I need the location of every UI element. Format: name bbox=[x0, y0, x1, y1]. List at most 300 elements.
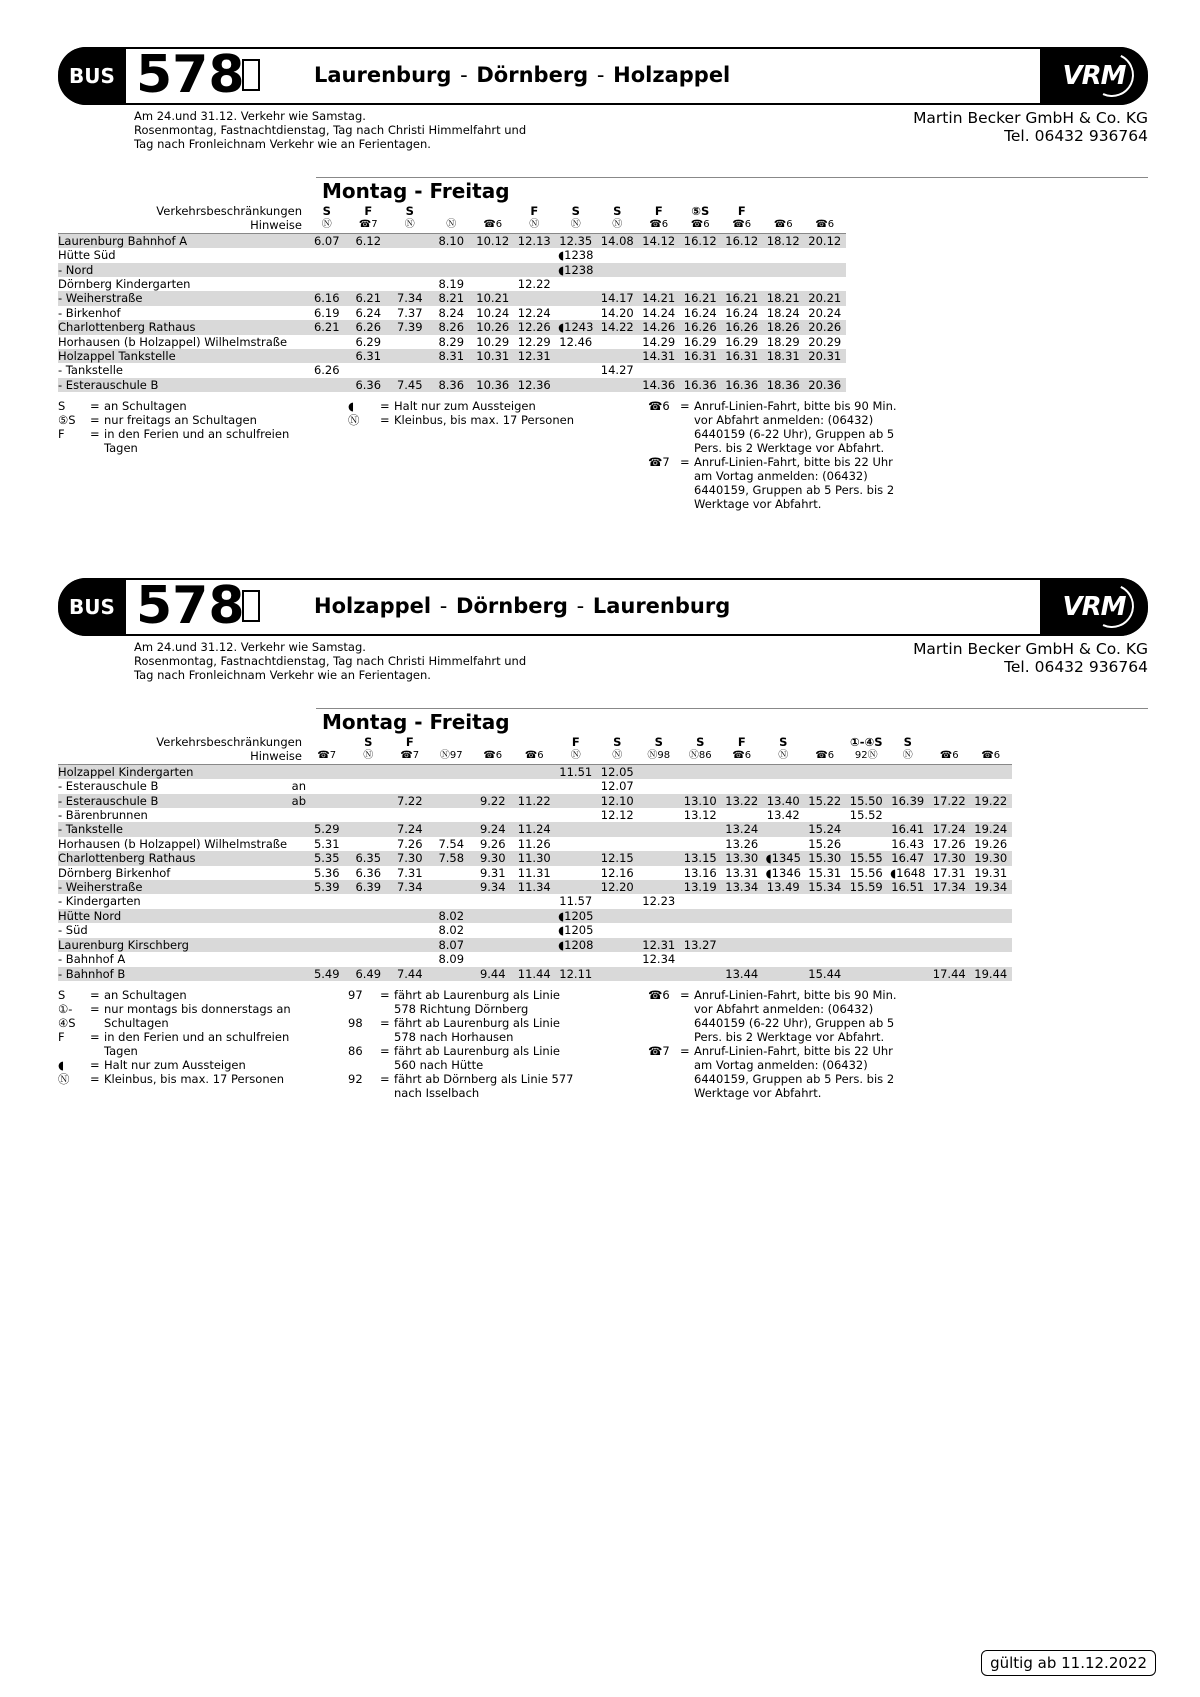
table-row bbox=[58, 938, 1012, 952]
departure-time bbox=[555, 866, 597, 880]
departure-time bbox=[348, 363, 390, 377]
arrival-departure bbox=[288, 866, 306, 880]
legend-symbol: ⑤S bbox=[58, 413, 76, 428]
restriction-cell: S bbox=[680, 735, 722, 749]
departure-time: 15.34 bbox=[804, 880, 846, 894]
legend-item bbox=[648, 988, 908, 1044]
departure-time: 18.29 bbox=[766, 334, 800, 349]
stop-name: Laurenburg Kirschberg bbox=[58, 938, 288, 952]
table-row bbox=[58, 808, 1012, 822]
hint-cell: Ⓝ bbox=[887, 749, 929, 764]
day-title: Montag - Freitag bbox=[322, 179, 510, 203]
legend-symbol: 92 bbox=[348, 1071, 363, 1086]
legend-item bbox=[58, 1030, 293, 1058]
departure-time bbox=[431, 967, 473, 981]
departure-time: 7.37 bbox=[396, 305, 423, 320]
departure-time: 13.27 bbox=[680, 938, 722, 952]
departure-time bbox=[348, 822, 390, 836]
table-row bbox=[58, 335, 846, 349]
departure-time bbox=[970, 764, 1012, 779]
arrival-departure bbox=[288, 822, 306, 836]
legend-text: Kleinbus, bis max. 17 Personen bbox=[394, 413, 574, 428]
departure-time: 16.31 bbox=[721, 349, 763, 363]
legend-item bbox=[348, 1016, 583, 1044]
departure-time bbox=[306, 808, 348, 822]
arrival-departure: ab bbox=[288, 794, 306, 808]
departure-time: 12.35 bbox=[555, 233, 597, 248]
restriction-cell: F bbox=[638, 204, 680, 218]
departure-time bbox=[638, 779, 680, 793]
departure-time: 16.24 bbox=[683, 305, 717, 320]
departure-time: 16.51 bbox=[887, 880, 929, 894]
departure-time bbox=[804, 779, 846, 793]
legend-equals: = bbox=[680, 399, 690, 414]
departure-time: 10.29 bbox=[476, 334, 510, 349]
departure-time: 7.26 bbox=[396, 836, 423, 851]
restriction-cell: F bbox=[721, 204, 763, 218]
departure-time bbox=[472, 923, 514, 937]
legend-item bbox=[348, 1072, 583, 1100]
departure-time bbox=[929, 909, 971, 923]
legend-equals: = bbox=[680, 987, 690, 1002]
restriction-cell bbox=[306, 735, 348, 749]
departure-time: 11.51 bbox=[555, 764, 597, 779]
departure-time: ◖1243 bbox=[555, 320, 597, 334]
departure-time: 7.34 bbox=[389, 880, 431, 894]
legend-legend_mid bbox=[348, 988, 583, 1100]
restriction-cell bbox=[804, 735, 846, 749]
departure-time: 15.26 bbox=[808, 836, 842, 851]
arrival-departure bbox=[288, 894, 306, 908]
departure-time bbox=[846, 779, 888, 793]
departure-time: 14.31 bbox=[638, 349, 680, 363]
table-row bbox=[58, 306, 846, 320]
departure-time: 7.44 bbox=[389, 967, 431, 981]
departure-time: 5.35 bbox=[306, 851, 348, 865]
note-line: Rosenmontag, Fastnachtdienstag, Tag nach Christi Himmelfahrt und bbox=[134, 654, 527, 668]
departure-time bbox=[597, 349, 639, 363]
departure-time bbox=[887, 967, 929, 981]
departure-time: 19.24 bbox=[970, 822, 1012, 836]
departure-time: 19.22 bbox=[970, 794, 1012, 808]
restriction-cell: S bbox=[638, 735, 680, 749]
table-row bbox=[58, 866, 1012, 880]
departure-time bbox=[680, 822, 722, 836]
hint-cell: ☎7 bbox=[306, 749, 348, 764]
departure-time bbox=[721, 938, 763, 952]
departure-time bbox=[763, 363, 805, 377]
departure-time bbox=[472, 808, 514, 822]
departure-time bbox=[472, 248, 514, 262]
stop-name: Holzappel Tankstelle bbox=[58, 349, 288, 363]
departure-time: 7.39 bbox=[389, 320, 431, 334]
legend-equals: = bbox=[90, 399, 100, 414]
departure-time: 12.12 bbox=[600, 808, 634, 823]
hint-cell: ☎6 bbox=[472, 218, 514, 233]
departure-time bbox=[555, 822, 597, 836]
departure-time bbox=[721, 263, 763, 277]
restrictions-row bbox=[58, 735, 1012, 749]
departure-time: 5.49 bbox=[306, 967, 348, 981]
arrival-departure bbox=[288, 952, 306, 966]
legend-equals: = bbox=[90, 427, 100, 442]
departure-time bbox=[680, 277, 722, 291]
table-row bbox=[58, 764, 1012, 779]
departure-time: 8.26 bbox=[431, 320, 473, 334]
departure-time bbox=[846, 837, 888, 851]
stop-name: - Bahnhof B bbox=[58, 967, 288, 981]
departure-time bbox=[555, 363, 597, 377]
departure-time bbox=[306, 349, 348, 363]
departure-time bbox=[555, 851, 597, 865]
departure-time: 12.24 bbox=[517, 305, 551, 320]
departure-time bbox=[597, 837, 639, 851]
departure-time bbox=[804, 909, 846, 923]
stop-name: Hütte Süd bbox=[58, 248, 116, 263]
departure-time: ◖1205 bbox=[558, 923, 594, 938]
departure-time bbox=[597, 894, 639, 908]
hint-cell: Ⓝ bbox=[555, 749, 597, 764]
departure-time: 6.31 bbox=[348, 349, 390, 363]
note-line: Tag nach Fronleichnam Verkehr wie an Ferientagen. bbox=[134, 668, 431, 682]
departure-time: 16.29 bbox=[683, 334, 717, 349]
departure-time: 5.39 bbox=[306, 880, 348, 894]
logo-swoosh-icon bbox=[1084, 47, 1140, 103]
legend-text: Anruf-Linien-Fahrt, bitte bis 22 Uhr am Vortag anmelden: (06432) 6440159, Gruppen ab 5 Pers. bis 2 Werktage vor Abfahrt. bbox=[694, 455, 895, 512]
departure-time: 7.30 bbox=[389, 851, 431, 865]
hint-cell: ☎6 bbox=[721, 749, 763, 764]
table-row bbox=[58, 894, 1012, 908]
departure-time bbox=[348, 894, 390, 908]
timetable-header bbox=[58, 578, 1148, 634]
legend-text: fährt ab Laurenburg als Linie 560 nach Hütte bbox=[394, 1043, 560, 1072]
departure-time bbox=[514, 894, 556, 908]
table-row bbox=[58, 822, 1012, 836]
legend-symbol: ☎6 bbox=[648, 987, 670, 1002]
departure-time: 5.29 bbox=[306, 822, 348, 836]
legend-text: fährt ab Laurenburg als Linie 578 nach Horhausen bbox=[394, 1015, 560, 1044]
departure-time: 15.31 bbox=[808, 865, 842, 880]
restriction-cell: S bbox=[763, 735, 805, 749]
departure-time bbox=[389, 764, 431, 779]
departure-time bbox=[472, 263, 514, 277]
table-row bbox=[58, 851, 1012, 865]
route-separator: - bbox=[590, 63, 612, 87]
departure-time bbox=[514, 248, 556, 262]
hint-cell: ☎6 bbox=[804, 749, 846, 764]
departure-time: 9.24 bbox=[472, 822, 514, 836]
arrival-departure bbox=[288, 808, 306, 822]
departure-time: ◖1345 bbox=[763, 851, 805, 865]
hint-cell: 92Ⓝ bbox=[846, 749, 888, 764]
departure-time: 11.31 bbox=[517, 865, 551, 880]
departure-time: 14.20 bbox=[600, 305, 634, 320]
departure-time: 7.31 bbox=[396, 865, 423, 880]
restriction-cell bbox=[970, 735, 1012, 749]
departure-time bbox=[348, 248, 390, 262]
departure-time: 13.49 bbox=[763, 880, 805, 894]
departure-time: 15.22 bbox=[804, 794, 846, 808]
departure-time: 16.29 bbox=[725, 334, 759, 349]
restriction-cell bbox=[804, 204, 846, 218]
departure-time: 17.30 bbox=[929, 851, 971, 865]
departure-time: 13.26 bbox=[725, 836, 759, 851]
legend-text: in den Ferien und an schulfreien Tagen bbox=[104, 1029, 290, 1058]
stop-name: Charlottenberg Rathaus bbox=[58, 320, 288, 334]
stop-name: Horhausen (b Holzappel) Wilhelmstraße bbox=[58, 836, 288, 851]
table-row bbox=[58, 248, 846, 262]
departure-time bbox=[389, 938, 431, 952]
departure-time bbox=[597, 909, 639, 923]
bus-badge: BUS bbox=[58, 47, 126, 105]
legend-equals: = bbox=[380, 1043, 390, 1058]
restriction-cell: F bbox=[721, 735, 763, 749]
table-row bbox=[58, 837, 1012, 851]
departure-time bbox=[846, 822, 888, 836]
legend-item bbox=[58, 1002, 293, 1030]
departure-time bbox=[887, 909, 929, 923]
departure-time bbox=[638, 909, 680, 923]
departure-time bbox=[721, 808, 763, 822]
departure-time bbox=[846, 764, 888, 779]
departure-time bbox=[472, 909, 514, 923]
operator-info bbox=[913, 640, 1148, 676]
line-number: 578 bbox=[136, 576, 245, 636]
departure-time: 11.26 bbox=[517, 836, 551, 851]
departure-time: 8.29 bbox=[438, 334, 465, 349]
legend-equals: = bbox=[380, 987, 390, 1002]
hints-row bbox=[58, 749, 1012, 764]
timetable-header bbox=[58, 47, 1148, 103]
departure-time bbox=[306, 779, 348, 793]
hint-cell: ☎6 bbox=[514, 749, 556, 764]
departure-time bbox=[638, 837, 680, 851]
legend-item bbox=[648, 1044, 908, 1100]
legend-item bbox=[58, 988, 293, 1002]
departure-time: 12.31 bbox=[514, 349, 556, 363]
stop-name: - Esterauschule B bbox=[58, 794, 288, 808]
route-stop: Holzappel bbox=[613, 63, 731, 87]
departure-time: 8.36 bbox=[431, 378, 473, 392]
departure-time: 6.39 bbox=[348, 880, 390, 894]
departure-time bbox=[514, 764, 556, 779]
hint-cell: Ⓝ86 bbox=[680, 749, 722, 764]
departure-time bbox=[472, 764, 514, 779]
departure-time bbox=[306, 378, 348, 392]
day-divider bbox=[316, 708, 1148, 709]
departure-time: 7.45 bbox=[389, 378, 431, 392]
departure-time: 13.22 bbox=[721, 794, 763, 808]
departure-time bbox=[721, 894, 763, 908]
departure-time: 13.30 bbox=[721, 851, 763, 865]
restriction-cell bbox=[472, 204, 514, 218]
departure-time: 10.21 bbox=[472, 291, 514, 305]
departure-time: 19.44 bbox=[970, 967, 1012, 981]
departure-time bbox=[680, 909, 722, 923]
departure-time bbox=[597, 277, 639, 291]
legend-equals: = bbox=[680, 455, 690, 470]
departure-time bbox=[887, 938, 929, 952]
departure-time bbox=[555, 794, 597, 808]
legend-text: nur montags bis donnerstags an Schultagen bbox=[104, 1001, 291, 1030]
hints-label: Hinweise bbox=[58, 749, 306, 764]
departure-time: 7.24 bbox=[389, 822, 431, 836]
departure-time bbox=[763, 837, 805, 851]
departure-time bbox=[306, 335, 348, 349]
operator-info bbox=[913, 109, 1148, 145]
legend-legend_left bbox=[58, 399, 293, 455]
departure-time bbox=[846, 909, 888, 923]
departure-time bbox=[389, 335, 431, 349]
departure-time bbox=[970, 808, 1012, 822]
departure-time: 12.22 bbox=[517, 277, 551, 292]
departure-time: 6.36 bbox=[355, 865, 382, 880]
departure-time bbox=[431, 894, 473, 908]
departure-time bbox=[514, 263, 556, 277]
departure-time bbox=[638, 794, 680, 808]
departure-time: 13.10 bbox=[680, 794, 722, 808]
table-row bbox=[58, 794, 1012, 808]
departure-time: 12.36 bbox=[514, 378, 556, 392]
stop-name: - Bärenbrunnen bbox=[58, 808, 148, 823]
departure-time: 16.31 bbox=[680, 349, 722, 363]
table-row bbox=[58, 952, 1012, 966]
departure-time bbox=[348, 923, 390, 937]
day-title: Montag - Freitag bbox=[322, 710, 510, 734]
table-row bbox=[58, 880, 1012, 894]
legend-equals: = bbox=[90, 1001, 100, 1016]
hint-cell: Ⓝ bbox=[763, 749, 805, 764]
legend-symbol: 86 bbox=[348, 1043, 363, 1058]
hint-cell: ☎6 bbox=[721, 218, 763, 233]
departure-time bbox=[348, 808, 390, 822]
table-row bbox=[58, 320, 846, 334]
restrictions-label: Verkehrsbeschränkungen bbox=[58, 204, 306, 218]
departure-time bbox=[929, 894, 971, 908]
departure-time: 20.26 bbox=[804, 320, 846, 334]
departure-time bbox=[929, 779, 971, 793]
note-line: Tag nach Fronleichnam Verkehr wie an Ferientagen. bbox=[134, 137, 431, 151]
service-notes bbox=[134, 640, 526, 682]
departure-time bbox=[970, 923, 1012, 937]
departure-time: 12.07 bbox=[600, 779, 634, 794]
bus-badge: BUS bbox=[58, 578, 126, 636]
legend-symbol: Ⓝ bbox=[58, 1071, 70, 1086]
table-row bbox=[58, 291, 846, 305]
departure-time: 9.31 bbox=[479, 865, 506, 880]
vrm-logo-text: VRM bbox=[1062, 592, 1126, 622]
departure-time: 16.12 bbox=[721, 233, 763, 248]
hint-cell: ☎6 bbox=[472, 749, 514, 764]
table-row bbox=[58, 923, 1012, 937]
departure-time bbox=[348, 837, 390, 851]
departure-time: 18.24 bbox=[766, 305, 800, 320]
legend-equals: = bbox=[90, 1071, 100, 1086]
departure-time: 20.12 bbox=[804, 233, 846, 248]
departure-time bbox=[638, 808, 680, 822]
stop-name: - Tankstelle bbox=[58, 822, 288, 836]
departure-time bbox=[680, 263, 722, 277]
departure-time: 7.34 bbox=[389, 291, 431, 305]
departure-time: 12.23 bbox=[642, 894, 676, 909]
departure-time bbox=[348, 952, 390, 966]
departure-time bbox=[389, 894, 431, 908]
departure-time: 11.57 bbox=[559, 894, 593, 909]
departure-time: 11.30 bbox=[514, 851, 556, 865]
departure-time: 12.05 bbox=[597, 764, 639, 779]
departure-time bbox=[721, 923, 763, 937]
departure-time bbox=[389, 779, 431, 793]
departure-time bbox=[846, 923, 888, 937]
table-row bbox=[58, 909, 1012, 923]
departure-time bbox=[348, 764, 390, 779]
departure-time: 12.13 bbox=[514, 233, 556, 248]
legend-symbol: ◖ bbox=[58, 1057, 65, 1072]
arrival-departure bbox=[288, 320, 306, 334]
departure-time: 8.09 bbox=[438, 952, 465, 967]
departure-time: 7.54 bbox=[438, 836, 465, 851]
departure-time bbox=[472, 779, 514, 793]
validity-note: gültig ab 11.12.2022 bbox=[981, 1650, 1156, 1676]
departure-time: 19.34 bbox=[970, 880, 1012, 894]
departure-time bbox=[680, 779, 722, 793]
table-row bbox=[58, 277, 846, 291]
departure-time: 6.19 bbox=[313, 305, 340, 320]
departure-time bbox=[431, 880, 473, 894]
departure-time: 10.12 bbox=[472, 233, 514, 248]
departure-time bbox=[929, 938, 971, 952]
departure-time bbox=[929, 952, 971, 966]
stop-name: Horhausen (b Holzappel) Wilhelmstraße bbox=[58, 334, 288, 349]
legend-symbol: ☎6 bbox=[648, 399, 670, 414]
departure-time bbox=[597, 952, 639, 966]
legend-text: fährt ab Laurenburg als Linie 578 Richtung Dörnberg bbox=[394, 987, 560, 1016]
vrm-logo-text: VRM bbox=[1062, 61, 1126, 91]
stop-name: Dörnberg Birkenhof bbox=[58, 865, 171, 880]
departure-time bbox=[804, 894, 846, 908]
departure-time bbox=[763, 263, 805, 277]
arrival-departure bbox=[288, 248, 306, 262]
departure-time: 17.26 bbox=[932, 836, 966, 851]
arrival-departure bbox=[288, 277, 306, 291]
departure-time bbox=[597, 248, 639, 262]
departure-time bbox=[306, 923, 348, 937]
legend-item bbox=[58, 1072, 293, 1086]
legend-text: an Schultagen bbox=[104, 399, 187, 414]
arrival-departure bbox=[288, 938, 306, 952]
route-stop: Dörnberg bbox=[476, 63, 589, 87]
operator-line: Martin Becker GmbH & Co. KG bbox=[913, 640, 1148, 658]
departure-time: ◖1346 bbox=[765, 865, 801, 880]
departure-time bbox=[389, 248, 431, 262]
legend-item bbox=[58, 427, 293, 455]
departure-time bbox=[846, 938, 888, 952]
departure-time bbox=[472, 277, 514, 291]
departure-time: 15.55 bbox=[846, 851, 888, 865]
legend-equals: = bbox=[90, 1057, 100, 1072]
departure-time: 5.36 bbox=[313, 865, 340, 880]
departure-time: 13.42 bbox=[766, 808, 800, 823]
departure-time bbox=[597, 822, 639, 836]
table-row bbox=[58, 967, 1012, 981]
departure-time bbox=[970, 909, 1012, 923]
departure-time: 8.24 bbox=[438, 305, 465, 320]
departure-time bbox=[431, 363, 473, 377]
departure-time: 6.16 bbox=[306, 291, 348, 305]
departure-time bbox=[306, 794, 348, 808]
departure-time bbox=[638, 822, 680, 836]
route-separator: - bbox=[433, 594, 455, 618]
